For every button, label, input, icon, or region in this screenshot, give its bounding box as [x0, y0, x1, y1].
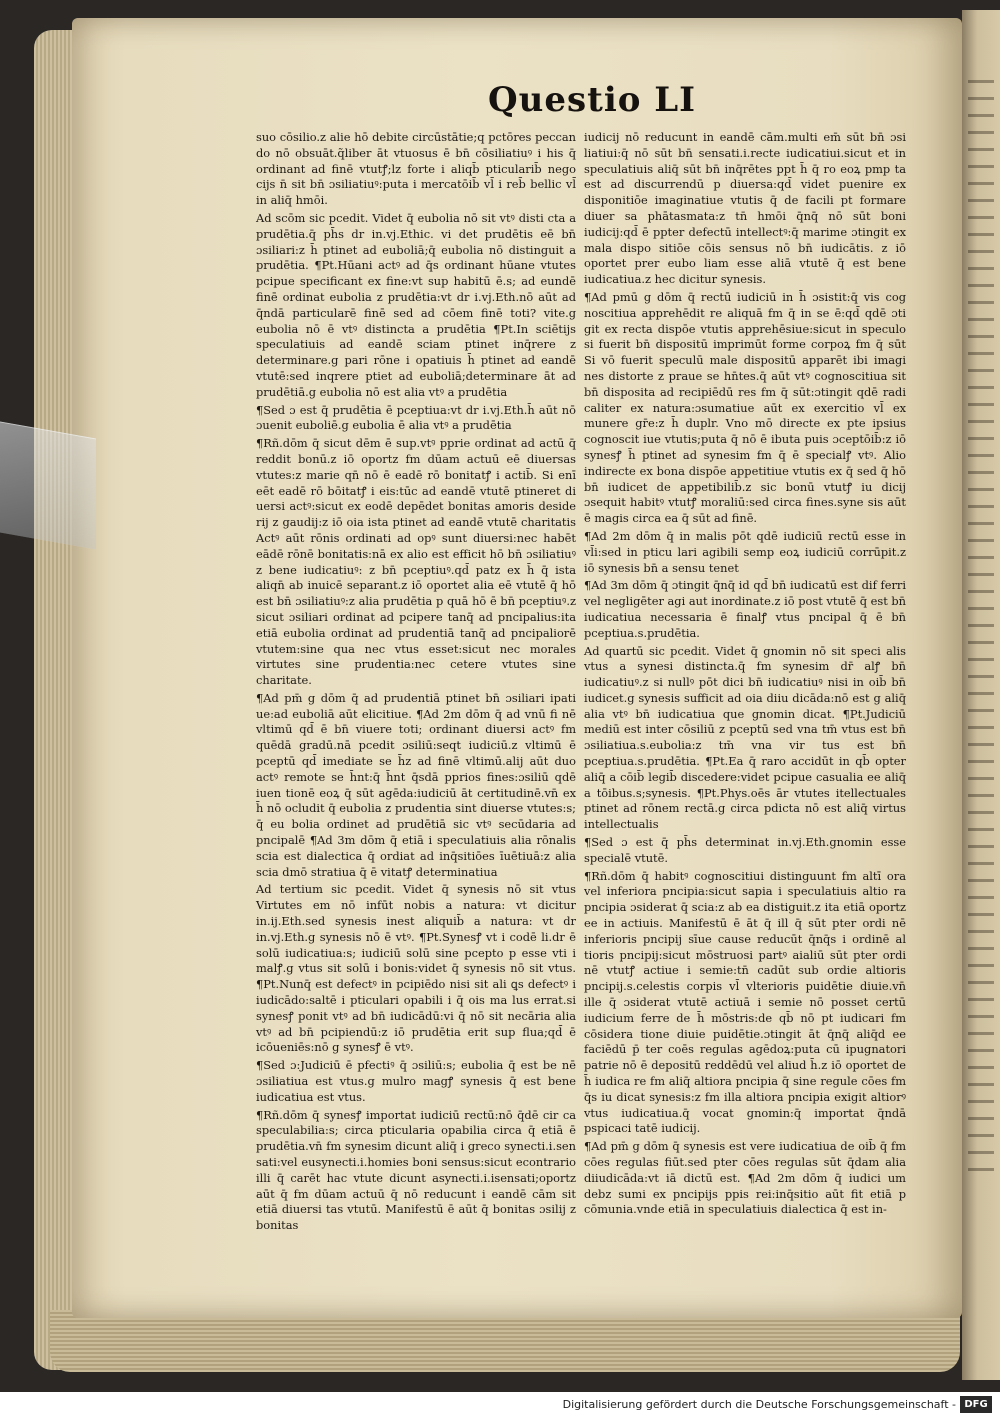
text-paragraph: ¶Ad 2m dōm q̄ in malis pōt qdē iudiciū rectū esse in vl̄i:sed in pticu lari agibili semp eoꝝ iudiciū corrūpit.z iō synesis bn̄ a sensu tenet: [584, 528, 906, 575]
text-paragraph: ¶Ad pm̄ g dōm q̄ synesis est vere iudicatiua de oib̄ q̄ fm cōes regulas fiūt.sed pter cōes regulas sūt q̄dam alia diiudicāda:vt iā dictū est. ¶Ad 2m dōm q̄ iudici um debz sumi ex pncipijs ppis rei:inq̄sitio aūt fit etiā p cōmunia.vnde etiā in speculatiuis dialectica q̄ est in-: [584, 1139, 906, 1217]
text-paragraph: iudicij nō reducunt in eandē cām.multi em̄ sūt bn̄ ɔsi liatiui:q̄ nō sūt bn̄ sensati.i.recte iudicatiui.sicut et in speculatiuis aliq̄ sūt bn̄ inq̄rētes ppt h̄ q̄ ro eoꝝ pmp ta est ad discurrendū p diuersa:qd̄ videt puenire ex disponitiōe imaginatiue vtutis q̄ de facili pt formare diuer sa phātasmata:z tn̄ hmōi q̄nq̄ nō sūt boni iudicij:qd̄ ē ppter defectū intellectꝰ:q̄ marime ɔtingit ex mala dispo sitiōe cōis sensus nō bn̄ iudicātis. z iō oportet prer eubo liam esse aliā vtutē q̄ est bene iudicatiua.z hec dicitur synesis.: [584, 130, 906, 287]
funding-credit: Digitalisierung gefördert durch die Deutsche Forschungsgemeinschaft -: [562, 1398, 956, 1411]
text-paragraph: Ad tertium sic pcedit. Videt q̄ synesis nō sit vtus Virtutes em nō infūt nobis a natura: vt dicitur in.ij.Eth.sed synesis inest aliquib̄ a natura: vt dr in.vj.Eth.g synesis nō ē vtꝰ. ¶Pt.Synesꝭ vt i codē li.dr ē solū iudicatiua:s; iudiciū solū sine pcepto p esse vti i malꝭ.g vtus sit solū i bonis:videt q̄ synesis nō sit vtus. ¶Pt.Nunq̄ est defectꝰ in pcipiēdo nisi sit ali ꝗs defectꝰ i iudicādo:saltē i pticulari opabili i q̄ ois ma lus errat.si synesꝭ ponit vtꝰ ad bn̄ iudicādū:vi q̄ nō sit necāria alia vtꝰ ad bn̄ pcipiendū:z iō prudētia erit sup flua;qd̄ ē icōueniēs:nō g synesꝭ ē vtꝰ.: [256, 882, 576, 1055]
text-paragraph: Ad scōm sic pcedit. Videt q̄ eubolia nō sit vtꝰ disti cta a prudētia.q̄ ph̄s dr in.vj.Ethic. vi det prudētis eē bn̄ ɔsiliari:z h̄ ptinet ad euboliā;q̄ eubolia nō distinguit a prudētia. ¶Pt.Hūani actꝰ ad q̄s ordinant hūane vtutes pcipue specificant ex fine:vt sup habitū ē.s; ad eundē finē ordinat eubolia z prudētia:vt dr i.vj.Eth.nō aūt ad q̄ndā particularē finē sed ad cōem finē toti? vite.g eubolia nō ē vtꝰ distincta a prudētia ¶Pt.In sciētijs speculatiuis ad eandē sciam ptinet inq̄rere z determinare.g pari rōne i opatiuis h̄ ptinet ad eandē vtutē:sed inqrere ptiet ad euboliā;determinare āt ad prudētiā.g eubolia nō est alia vtꝰ a prudētia: [256, 210, 576, 399]
page-edges-bottom: [50, 1310, 960, 1372]
right-text-column: [584, 130, 907, 1217]
dfg-logo: DFG: [960, 1396, 992, 1413]
text-paragraph: ¶Ad pmū g dōm q̄ rectū iudiciū in h̄ ɔsistit:q̄ vis cog noscitiua apprehēdit re aliquā fm q̄ in se ē:qd̄ qdē ɔti git ex recta dispōe vtutis apprehēsiue:sicut in speculo si fuerit bn̄ dispositū imprimūt forme corpoꝝ fm q̄ sūt Si vō fuerit speculū male dispositū apparēt ibi imagi nes distorte z praue se hn̄tes.q̄ aūt vtꝰ cognoscitiua sit bn̄ disposita ad recipiēdū res fm q̄ sūt:ɔtingit qdē radi caliter ex natura:ɔsumatiue aūt ex exercitio vl̄ ex munere gr̄e:z h̄ duplr. Vno mō directe ex pte ipsius cognoscit iue vtutis;puta q̄ nō ē ibuta puis ɔceptōib̄:z iō synesꝭ h̄ ptinet ad synesim fm q̄ ē specialꝭ vtꝰ. Alio indirecte ex bona dispōe appetitiue vtutis ex q̄ sed q̄ hō bn̄ iudicet de appetibilib̄.z sic bonū vtutꝭ iu dicij ɔsequit habitꝰ vtutꝭ moraliū:sed circa fines.syne sis aūt ē magis circa ea q̄ sūt ad finē.: [584, 289, 906, 526]
running-head: Questio LI: [488, 80, 697, 120]
left-text-column: [256, 130, 576, 1233]
text-paragraph: ¶Sed ɔ:Judiciū ē pfectiꝰ q̄ ɔsiliū:s; eubolia q̄ est be nē ɔsiliatiua est vtus.g mulro magꝭ synesis q̄ est bene iudicatiua est vtus.: [256, 1058, 576, 1104]
text-paragraph: ¶Sed ɔ est q̄ prudētia ē pceptiua:vt dr i.vj.Eth.h̄ aūt nō ɔuenit euboliē.g eubolia ē alia vtꝰ a prudētia: [256, 402, 576, 433]
text-paragraph: ¶Rñ.dōm q̄ sicut dēm ē sup.vtꝰ pprie ordinat ad actū q̄ reddit bonū.z iō oportz fm dūam actuū eē diuersas vtutes:z marie qn̄ nō ē eadē rō bonitatꝭ i actib̄. Si enī eēt eadē rō bōitatꝭ i eis:tūc ad eandē vtutē ptineret di uersi actꝰ:sicut ex eodē depēdet bonitas amoris deside rij z gaudij:z iō oia ista ptinet ad eandē vtutē charitatis Actꝰ aūt rōnis ordinati ad opꝰ sunt diuersi:nec habēt eādē rōnē bonitatis:nā ex alio est efficit hō bn̄ ɔsiliatiuꝰ z bene iudicatiuꝰ: z bn̄ pceptiuꝰ.qd̄ patz ex h̄ q̄ ista aliqn̄ ab inuicē separant.z iō oportet alia eē vtutē q̄ hō est bn̄ ɔsiliatiuꝰ:z alia prudētia p quā hō ē bn̄ pceptiuꝰ.z sicut ɔsiliari ordinat ad pcipere tanq̄ ad pncipalius:ita etiā eubolia ordinat ad prudentiā tanq̄ ad pncipaliorē vtutem:sine qua nec vtus esset:sicut nec morales virtutes sine prudentia:nec cetere vtutes sine charitate.: [256, 436, 576, 688]
text-paragraph: Ad quartū sic pcedit. Videt q̄ gnomin nō sit speci alis vtus a synesi distincta.q̄ fm synesim dr̄ alꝭ bn̄ iudicatiuꝰ.z si nullꝰ pōt dici bn̄ iudicatiuꝰ nisi in oib̄ bn̄ iudicet.g synesis sufficit ad oia diiu dicāda:nō est g aliq̄ alia vtꝰ bn̄ iudicatiua que gnomin dicat. ¶Pt.Judiciū mediū est inter cōsiliū z pceptū sed vna tm̄ vtus est bn̄ ɔsiliatiua.s.eubolia:z tm̄ vna vir tus est bn̄ pceptiua.s.prudētia. ¶Pt.Ea q̄ raro accidūt in qb̄ opter aliq̄ a cōib̄ legib̄ discedere:videt pcipue casualia ee aliq̄ a tōibus.s;synesis. ¶Pt.Phys.oēs ār vtutes itellectuales ptinet ad rōnem rectā.g circa pdicta nō est aliq̄ virtus intellectualis: [584, 643, 906, 832]
text-paragraph: suo cōsilio.z alie hō debite circūstātie;q pctōres peccan do nō obsuāt.q̃liber āt vtuosus ē bn̄ cōsiliatiuꝰ i his q̄ ordinant ad finē vtutꝭ;lz forte i aliqb̄ pticularib̄ nego cijs n̄ sit bn̄ ɔsiliatiuꝰ:puta i mercatōib̄ vl̄ i reb̄ bellic vl̄ in aliq̄ hmōi.: [256, 130, 576, 208]
plastic-clip: [0, 422, 96, 550]
text-paragraph: ¶Ad pm̄ g dōm q̄ ad prudentiā ptinet bn̄ ɔsiliari ipati ue:ad euboliā aūt elicitiue. ¶Ad 2m dōm q̄ ad vnū fi nē vltimū qd̄ ē bn̄ viuere toti; ordinant diuersi actꝰ fm quēdā gradū.nā pcedit ɔsiliū:seqt iudiciū.z vltimū ē pceptū qd̄ imediate se h̄z ad finē vltimū.alij aūt duo actꝰ remote se h̄nt:q̄ h̄nt q̄sdā pprios fines:ɔsiliū qdē iuen tionē eoꝝ q̄ sūt agēda:iudiciū āt certitudinē.vn̄ ex h̄ nō ocludit q̄ eubolia z prudentia sint diuerse vtutes:s; q̄ eu bolia ordinet ad prudētiā sic vtꝰ secūdaria ad pncipalē ¶Ad 3m dōm q̄ etiā i speculatiuis alia rōnalis scia est dialectica q̄ ordiat ad inq̄sitiōes īuētiuā:z alia scia dmō stratiua q̄ ē vitatꝭ determinatiua: [256, 690, 576, 879]
facing-page-text: [968, 80, 994, 1180]
text-paragraph: ¶Rñ.dōm q̄ synesꝭ importat iudiciū rectū:nō q̄dē cir ca speculabilia:s; circa pticularia opabilia circa q̄ etiā ē prudētia.vn̄ fm synesim dicunt aliq̄ i greco synecti.i.sen sati:vel eusynecti.i.homies boni sensus:sicut econtrario illi q̄ carēt hac vtute dicunt asynecti.i.isensati;oportz aūt q̄ fm dūam actuū q̄ nō reducunt i eandē cām sit etiā diuersi tas vtutū. Manifestū ē aūt q̄ bonitas ɔsilij z bonitas: [256, 1107, 576, 1233]
text-paragraph: ¶Sed ɔ est q̄ ph̄s determinat in.vj.Eth.gnomin esse specialē vtutē.: [584, 835, 906, 865]
text-paragraph: ¶Rñ.dōm q̄ habitꝰ cognoscitiui distinguunt fm altī ora vel inferiora pncipia:sicut sapia i speculatiuis altio ra pncipia ɔsiderat q̄ scia:z ab ea distiguit.z ita etiā oportz ee in actiuis. Manifestū ē āt q̄ ill q̄ sūt pter ordi nē inferioris pncipij sīue cause reducūt q̄nq̄s i ordinē al tioris pncipij:sicut mōstruosi partꝰ aialiū sūt pter ordi nē vtutꝭ actiue i semie:tn̄ cadūt sub ordie altioris pncipij.s.celestis corpis vl̄ vlterioris puidētie diuie.vn̄ ille q̄ ɔsiderat vtutē actiuā i semie nō posset certū iudicium ferre de h̄ mōstris:de qb̄ nō pt iudicari fm cōsidera tione diuie puidētie.ɔtingit āt q̄nq̄ aliq̄d ee faciēdū p̄ ter coēs regulas agēdoꝝ:puta cū ipugnatori patrie nō ē depositū reddēdū vel aliud h̄.z iō oportet de h̄ iudica re fm aliq̄ altiora pncipia q̄ sine regule cōes fm q̄s iu dicat synesis:z fm illa altiora pncipia exigit altiorꝰ vtus iudicatiua.q̄ vocat gnomin:q̄ importat q̄ndā pspicaci tatē iudicij.: [584, 868, 906, 1136]
digitization-footer: [0, 1392, 1000, 1418]
text-paragraph: ¶Ad 3m dōm q̄ ɔtingit q̄nq̄ id qd̄ bn̄ iudicatū est dif ferri vel negligēter agi aut inordinate.z iō post vtutē q̄ est bn̄ iudicatiua necessaria ē finalꝭ vtus pncipal q̄ ē bn̄ pceptiua.s.prudētia.: [584, 578, 907, 640]
